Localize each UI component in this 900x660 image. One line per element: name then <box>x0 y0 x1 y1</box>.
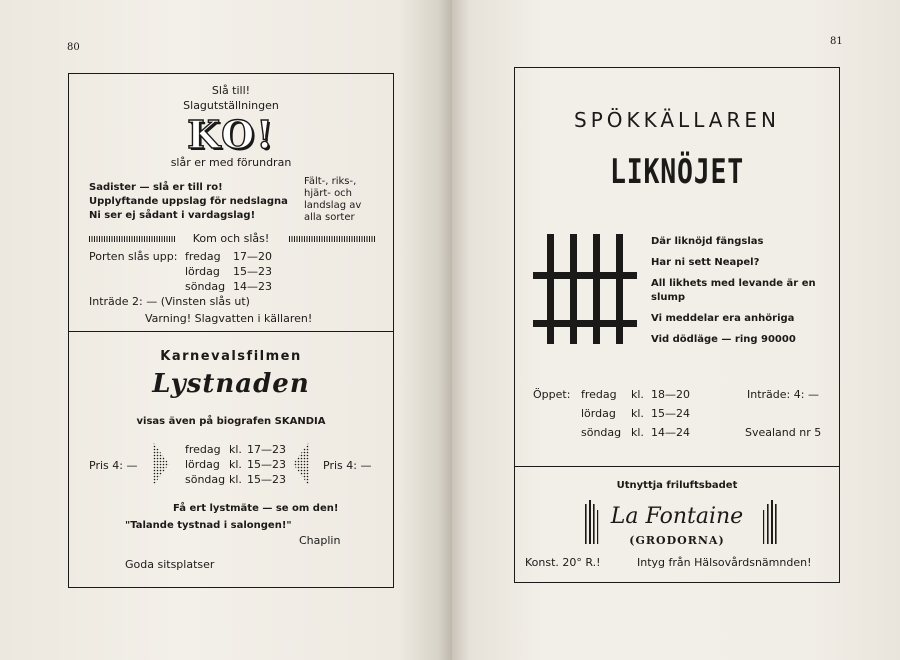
spok-line3: All likhets med levande är en <box>651 278 816 289</box>
spok-oppet-label: Öppet: <box>533 388 571 401</box>
spok-line2: Har ni sett Neapel? <box>651 257 760 268</box>
ko-bold-2: Upplyftande uppslag för nedslagna <box>89 196 288 207</box>
hatched-rule-right <box>289 236 375 242</box>
ko-line3: slår er med förundran <box>170 156 292 169</box>
spok-title: SPÖKKÄLLAREN <box>574 108 780 132</box>
ko-kom-och-slas: Kom och slås! <box>192 232 270 245</box>
ads-frame-left <box>68 73 394 588</box>
spok-address: Svealand nr 5 <box>745 426 822 439</box>
karneval-time-2: 15—23 <box>247 458 286 471</box>
karneval-line1: Få ert lystmäte — se om den! <box>173 503 339 514</box>
karneval-kl-1: kl. <box>229 443 242 456</box>
dotted-arrow-left-icon <box>153 442 171 486</box>
karneval-kl-3: kl. <box>229 473 242 486</box>
karneval-kl-2: kl. <box>229 458 242 471</box>
spok-time-2: 15—24 <box>651 407 690 420</box>
hatched-rule-left <box>89 236 175 242</box>
spok-name: LIKNÖJET <box>610 152 744 192</box>
ko-day-1: fredag <box>185 250 221 263</box>
fontaine-right-text: Intyg från Hälsovårdsnämnden! <box>637 556 812 569</box>
ko-bold-3: Ni ser ej sådant i vardagslag! <box>89 210 256 221</box>
spok-line4: slump <box>651 292 686 303</box>
ko-logo: KO! <box>187 112 275 157</box>
ko-line2: Slagutställningen <box>183 99 279 112</box>
divider-right <box>515 466 839 467</box>
page-number-right: 81 <box>830 36 843 47</box>
ko-side-2: hjärt- och <box>304 188 353 199</box>
karneval-price-left: Pris 4: — <box>89 459 138 472</box>
ko-bold-1: Sadister — slå er till ro! <box>89 182 223 193</box>
karneval-footer: Goda sitsplatser <box>125 558 215 571</box>
ko-warning: Varning! Slagvatten i källaren! <box>145 312 313 325</box>
karneval-title: Karnevalsfilmen <box>160 349 302 364</box>
dotted-arrow-right-icon <box>291 442 309 486</box>
karneval-time-1: 17—23 <box>247 443 286 456</box>
spok-line5: Vi meddelar era anhöriga <box>651 313 795 324</box>
ads-frame-right <box>514 67 840 583</box>
karneval-film-title: Lystnaden <box>152 369 310 399</box>
karneval-day-2: lördag <box>185 458 220 471</box>
right-page <box>452 0 900 660</box>
ko-side-3: landslag av <box>304 200 362 211</box>
karneval-time-3: 15—23 <box>247 473 286 486</box>
spok-time-1: 18—20 <box>651 388 690 401</box>
spok-day-3: söndag <box>581 426 622 439</box>
fontaine-sub: (GRODORNA) <box>629 534 725 547</box>
spok-day-2: lördag <box>581 407 616 420</box>
ko-time-2: 15—23 <box>233 265 272 278</box>
spok-time-3: 14—24 <box>651 426 690 439</box>
spok-intrade: Inträde: 4: — <box>747 388 819 401</box>
karneval-day-1: fredag <box>185 443 221 456</box>
karneval-line2: "Talande tystnad i salongen!" <box>125 520 292 531</box>
spok-kl-3: kl. <box>631 426 644 439</box>
fontaine-name: La Fontaine <box>610 504 744 529</box>
spok-day-1: fredag <box>581 388 617 401</box>
ko-porten-label: Porten slås upp: <box>89 250 178 263</box>
ko-side-4: alla sorter <box>304 212 355 223</box>
ko-day-2: lördag <box>185 265 220 278</box>
spok-line6: Vid dödläge — ring 90000 <box>651 334 796 345</box>
ko-time-3: 14—23 <box>233 280 272 293</box>
ko-side-text <box>304 176 361 224</box>
divider-left <box>69 331 393 332</box>
karneval-price-right: Pris 4: — <box>323 459 372 472</box>
ko-side-1: Fält-, riks-, <box>304 176 357 187</box>
ko-line1: Slå till! <box>211 84 251 97</box>
fontaine-line1: Utnyttja friluftsbadet <box>616 480 738 491</box>
fontaine-left-text: Konst. 20° R.! <box>525 556 601 569</box>
karneval-day-3: söndag <box>185 473 226 486</box>
prison-bars-icon <box>533 230 637 348</box>
spok-kl-1: kl. <box>631 388 644 401</box>
ko-intrade: Inträde 2: — (Vinsten slås ut) <box>89 295 250 308</box>
karneval-author: Chaplin <box>299 534 341 547</box>
spok-kl-2: kl. <box>631 407 644 420</box>
page-number-left: 80 <box>67 42 80 53</box>
ko-day-3: söndag <box>185 280 226 293</box>
ko-time-1: 17—20 <box>233 250 272 263</box>
fountain-right-icon <box>763 500 777 544</box>
spok-line1: Där liknöjd fängslas <box>651 236 764 247</box>
karneval-subtitle: visas även på biografen SKANDIA <box>136 416 326 427</box>
